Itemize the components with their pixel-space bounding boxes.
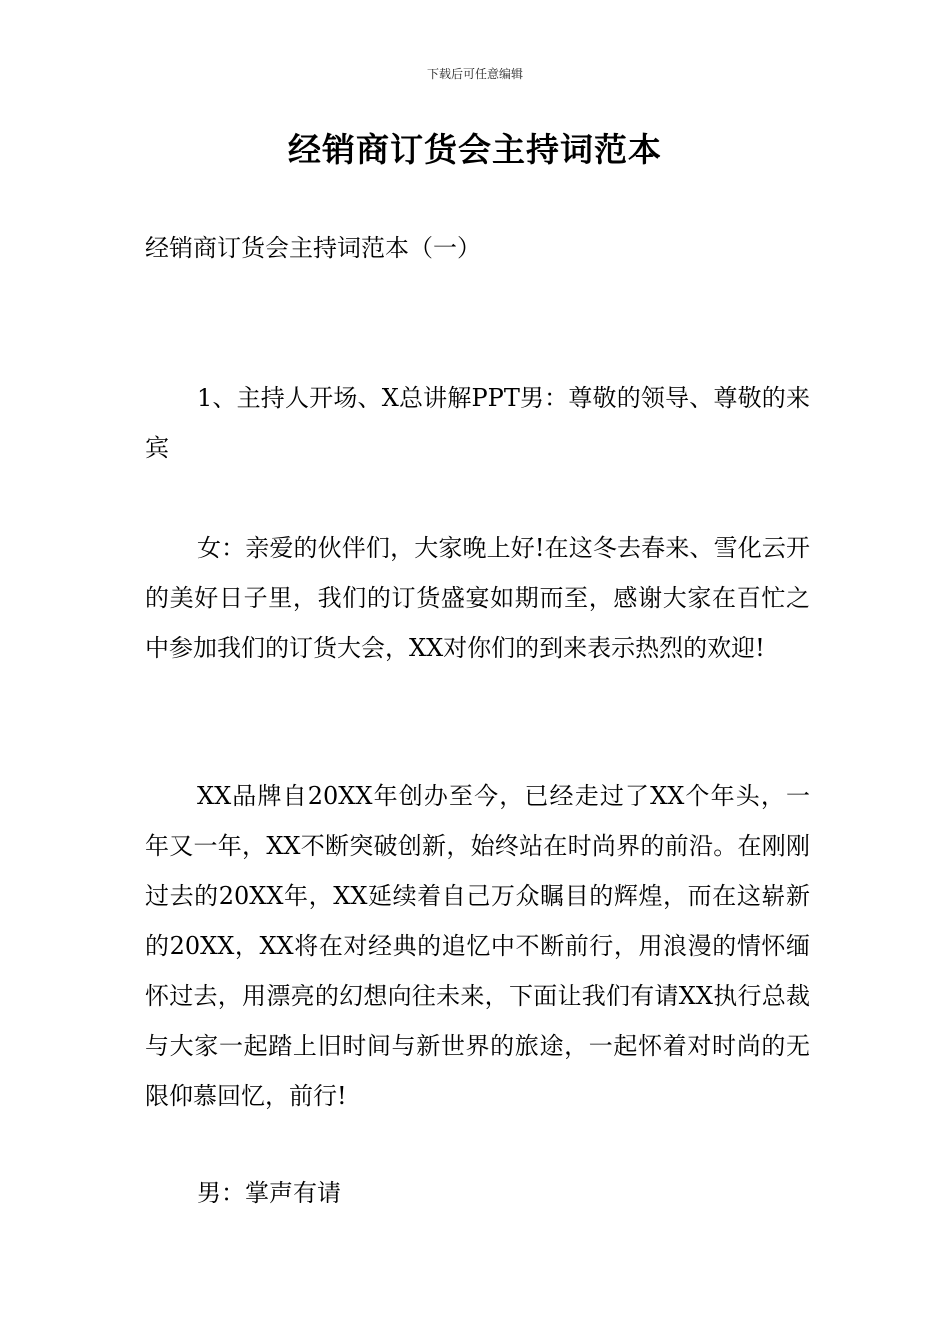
paragraph-welcome: 女：亲爱的伙伴们，大家晚上好!在这冬去春来、雪化云开的美好日子里，我们的订货盛宴如期而至，感谢大家在百忙之中参加我们的订货大会，XX对你们的到来表示热烈的欢迎! xyxy=(145,534,810,662)
document-title: 经销商订货会主持词范本 xyxy=(288,130,662,169)
header-note: 下载后可任意编辑 xyxy=(426,67,523,81)
document-subtitle: 经销商订货会主持词范本（一） xyxy=(145,234,481,262)
paragraph-opening: 1、主持人开场、X总讲解PPT男：尊敬的领导、尊敬的来宾 xyxy=(145,384,810,462)
paragraph-brand-history: XX品牌自20XX年创办至今，已经走过了XX个年头，一年又一年，XX不断突破创新，始终站在时尚界的前沿。在刚刚过去的20XX年，XX延续着自己万众瞩目的辉煌，而在这崭新的20XX，XX将在对经典的追忆中不断前行，用浪漫的情怀缅怀过去，用漂亮的幻想向往未来，下面让我们有请XX执行总裁与大家一起踏上旧时间与新世界的旅途，一起怀着对时尚的无限仰慕回忆，前行! xyxy=(145,782,810,1110)
paragraph-applause: 男：掌声有请 xyxy=(197,1179,341,1207)
